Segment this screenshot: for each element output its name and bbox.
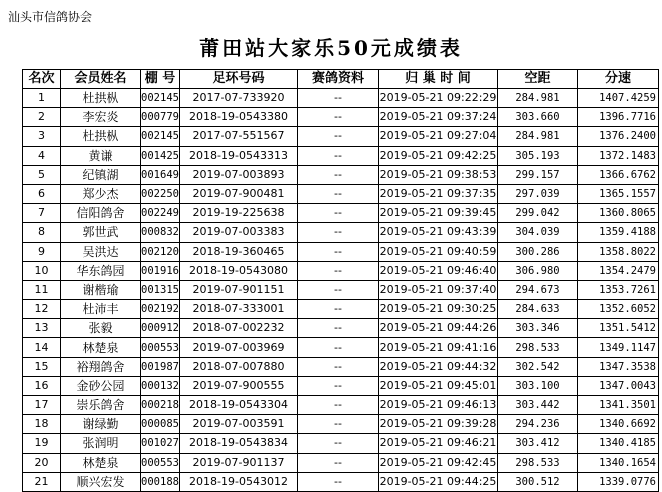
member-name-cell: 郭世武 <box>61 223 141 242</box>
arrival-time-cell: 2019-05-21 09:42:45 <box>379 453 498 472</box>
rank-cell: 13 <box>23 319 61 338</box>
arrival-time-cell: 2019-05-21 09:37:40 <box>379 280 498 299</box>
distance-cell: 303.660 <box>498 108 578 127</box>
member-name-cell: 纪镇湖 <box>61 165 141 184</box>
table-row <box>23 434 659 453</box>
distance-cell: 284.981 <box>498 89 578 108</box>
rank-cell: 2 <box>23 108 61 127</box>
rank-cell: 14 <box>23 338 61 357</box>
member-name-cell: 杜沛丰 <box>61 300 141 319</box>
organization-name: 汕头市信鸽协会 <box>8 10 93 24</box>
table-row <box>23 165 659 184</box>
ring-number-cell: 2018-19-0543834 <box>180 434 298 453</box>
pigeon-info-cell: -- <box>298 127 379 146</box>
distance-cell: 303.442 <box>498 396 578 415</box>
ring-number-cell: 2019-19-225638 <box>180 204 298 223</box>
ring-number-cell: 2019-07-901151 <box>180 280 298 299</box>
loft-number-cell: 000912 <box>141 319 180 338</box>
arrival-time-cell: 2019-05-21 09:42:25 <box>379 146 498 165</box>
pigeon-info-cell: -- <box>298 300 379 319</box>
arrival-time-cell: 2019-05-21 09:46:40 <box>379 261 498 280</box>
header-loft-number: 棚 号 <box>141 70 180 89</box>
rank-cell: 5 <box>23 165 61 184</box>
ring-number-cell: 2018-19-360465 <box>180 242 298 261</box>
arrival-time-cell: 2019-05-21 09:44:32 <box>379 357 498 376</box>
ring-number-cell: 2018-19-0543080 <box>180 261 298 280</box>
loft-number-cell: 001425 <box>141 146 180 165</box>
distance-cell: 299.157 <box>498 165 578 184</box>
results-table <box>22 69 659 492</box>
table-row <box>23 261 659 280</box>
header-rank: 名次 <box>23 70 61 89</box>
distance-cell: 303.412 <box>498 434 578 453</box>
table-row <box>23 396 659 415</box>
member-name-cell: 信阳鸽舍 <box>61 204 141 223</box>
member-name-cell: 崇乐鸽舍 <box>61 396 141 415</box>
pigeon-info-cell: -- <box>298 434 379 453</box>
arrival-time-cell: 2019-05-21 09:44:26 <box>379 319 498 338</box>
speed-cell: 1341.3501 <box>578 396 659 415</box>
member-name-cell: 张润明 <box>61 434 141 453</box>
distance-cell: 304.039 <box>498 223 578 242</box>
ring-number-cell: 2018-19-0543313 <box>180 146 298 165</box>
loft-number-cell: 000832 <box>141 223 180 242</box>
table-row <box>23 300 659 319</box>
distance-cell: 306.980 <box>498 261 578 280</box>
ring-number-cell: 2018-07-333001 <box>180 300 298 319</box>
ring-number-cell: 2018-07-007880 <box>180 357 298 376</box>
member-name-cell: 黄谦 <box>61 146 141 165</box>
table-header-row <box>23 70 659 89</box>
table-row <box>23 415 659 434</box>
header-arrival-time: 归 巢 时 间 <box>379 70 498 89</box>
speed-cell: 1340.6692 <box>578 415 659 434</box>
speed-cell: 1407.4259 <box>578 89 659 108</box>
speed-cell: 1347.0043 <box>578 376 659 395</box>
header-pigeon-info: 赛鸽资料 <box>298 70 379 89</box>
distance-cell: 298.533 <box>498 338 578 357</box>
speed-cell: 1360.8065 <box>578 204 659 223</box>
member-name-cell: 郑少杰 <box>61 184 141 203</box>
arrival-time-cell: 2019-05-21 09:46:21 <box>379 434 498 453</box>
distance-cell: 303.346 <box>498 319 578 338</box>
distance-cell: 302.542 <box>498 357 578 376</box>
arrival-time-cell: 2019-05-21 09:46:13 <box>379 396 498 415</box>
table-row <box>23 338 659 357</box>
speed-cell: 1354.2479 <box>578 261 659 280</box>
ring-number-cell: 2019-07-901137 <box>180 453 298 472</box>
pigeon-info-cell: -- <box>298 108 379 127</box>
speed-cell: 1340.4185 <box>578 434 659 453</box>
loft-number-cell: 002192 <box>141 300 180 319</box>
rank-cell: 8 <box>23 223 61 242</box>
header-member-name: 会员姓名 <box>61 70 141 89</box>
rank-cell: 6 <box>23 184 61 203</box>
ring-number-cell: 2018-19-0543304 <box>180 396 298 415</box>
pigeon-info-cell: -- <box>298 280 379 299</box>
table-row <box>23 89 659 108</box>
pigeon-info-cell: -- <box>298 415 379 434</box>
member-name-cell: 裕翔鸽舍 <box>61 357 141 376</box>
rank-cell: 21 <box>23 472 61 491</box>
pigeon-info-cell: -- <box>298 204 379 223</box>
pigeon-info-cell: -- <box>298 453 379 472</box>
arrival-time-cell: 2019-05-21 09:45:01 <box>379 376 498 395</box>
rank-cell: 4 <box>23 146 61 165</box>
loft-number-cell: 001649 <box>141 165 180 184</box>
speed-cell: 1351.5412 <box>578 319 659 338</box>
table-row <box>23 127 659 146</box>
rank-cell: 12 <box>23 300 61 319</box>
pigeon-info-cell: -- <box>298 338 379 357</box>
pigeon-info-cell: -- <box>298 261 379 280</box>
distance-cell: 297.039 <box>498 184 578 203</box>
rank-cell: 18 <box>23 415 61 434</box>
rank-cell: 19 <box>23 434 61 453</box>
table-row <box>23 108 659 127</box>
loft-number-cell: 002250 <box>141 184 180 203</box>
ring-number-cell: 2017-07-551567 <box>180 127 298 146</box>
distance-cell: 294.673 <box>498 280 578 299</box>
arrival-time-cell: 2019-05-21 09:41:16 <box>379 338 498 357</box>
arrival-time-cell: 2019-05-21 09:40:59 <box>379 242 498 261</box>
table-row <box>23 184 659 203</box>
table-row <box>23 204 659 223</box>
rank-cell: 3 <box>23 127 61 146</box>
member-name-cell: 杜拱枞 <box>61 89 141 108</box>
speed-cell: 1396.7716 <box>578 108 659 127</box>
pigeon-info-cell: -- <box>298 376 379 395</box>
rank-cell: 20 <box>23 453 61 472</box>
table-row <box>23 472 659 491</box>
rank-cell: 11 <box>23 280 61 299</box>
ring-number-cell: 2018-07-002232 <box>180 319 298 338</box>
header-speed: 分速 <box>578 70 659 89</box>
pigeon-info-cell: -- <box>298 146 379 165</box>
speed-cell: 1359.4188 <box>578 223 659 242</box>
ring-number-cell: 2019-07-900481 <box>180 184 298 203</box>
page-title: 莆田站大家乐50元成绩表 <box>199 36 463 60</box>
rank-cell: 16 <box>23 376 61 395</box>
ring-number-cell: 2018-19-0543012 <box>180 472 298 491</box>
loft-number-cell: 000132 <box>141 376 180 395</box>
arrival-time-cell: 2019-05-21 09:39:45 <box>379 204 498 223</box>
pigeon-info-cell: -- <box>298 165 379 184</box>
rank-cell: 10 <box>23 261 61 280</box>
member-name-cell: 谢楷瑜 <box>61 280 141 299</box>
distance-cell: 300.512 <box>498 472 578 491</box>
pigeon-info-cell: -- <box>298 472 379 491</box>
speed-cell: 1372.1483 <box>578 146 659 165</box>
distance-cell: 294.236 <box>498 415 578 434</box>
pigeon-info-cell: -- <box>298 223 379 242</box>
pigeon-info-cell: -- <box>298 319 379 338</box>
arrival-time-cell: 2019-05-21 09:22:29 <box>379 89 498 108</box>
pigeon-info-cell: -- <box>298 357 379 376</box>
distance-cell: 300.286 <box>498 242 578 261</box>
table-row <box>23 376 659 395</box>
loft-number-cell: 000085 <box>141 415 180 434</box>
member-name-cell: 谢绿勤 <box>61 415 141 434</box>
ring-number-cell: 2019-07-003893 <box>180 165 298 184</box>
speed-cell: 1352.6052 <box>578 300 659 319</box>
arrival-time-cell: 2019-05-21 09:27:04 <box>379 127 498 146</box>
speed-cell: 1340.1654 <box>578 453 659 472</box>
ring-number-cell: 2017-07-733920 <box>180 89 298 108</box>
distance-cell: 305.193 <box>498 146 578 165</box>
ring-number-cell: 2019-07-003591 <box>180 415 298 434</box>
pigeon-info-cell: -- <box>298 242 379 261</box>
speed-cell: 1358.8022 <box>578 242 659 261</box>
rank-cell: 7 <box>23 204 61 223</box>
member-name-cell: 顺兴宏发 <box>61 472 141 491</box>
rank-cell: 9 <box>23 242 61 261</box>
loft-number-cell: 002145 <box>141 127 180 146</box>
speed-cell: 1353.7261 <box>578 280 659 299</box>
member-name-cell: 吴洪达 <box>61 242 141 261</box>
speed-cell: 1347.3538 <box>578 357 659 376</box>
distance-cell: 298.533 <box>498 453 578 472</box>
loft-number-cell: 000553 <box>141 338 180 357</box>
rank-cell: 15 <box>23 357 61 376</box>
member-name-cell: 张毅 <box>61 319 141 338</box>
speed-cell: 1366.6762 <box>578 165 659 184</box>
speed-cell: 1339.0776 <box>578 472 659 491</box>
loft-number-cell: 002120 <box>141 242 180 261</box>
ring-number-cell: 2019-07-900555 <box>180 376 298 395</box>
ring-number-cell: 2019-07-003969 <box>180 338 298 357</box>
arrival-time-cell: 2019-05-21 09:37:24 <box>379 108 498 127</box>
table-row <box>23 319 659 338</box>
table-row <box>23 453 659 472</box>
table-row <box>23 146 659 165</box>
loft-number-cell: 000779 <box>141 108 180 127</box>
header-ring-number: 足环号码 <box>180 70 298 89</box>
loft-number-cell: 000218 <box>141 396 180 415</box>
distance-cell: 303.100 <box>498 376 578 395</box>
loft-number-cell: 000553 <box>141 453 180 472</box>
table-row <box>23 242 659 261</box>
loft-number-cell: 001027 <box>141 434 180 453</box>
arrival-time-cell: 2019-05-21 09:39:28 <box>379 415 498 434</box>
member-name-cell: 杜拱枞 <box>61 127 141 146</box>
loft-number-cell: 001916 <box>141 261 180 280</box>
arrival-time-cell: 2019-05-21 09:38:53 <box>379 165 498 184</box>
loft-number-cell: 002145 <box>141 89 180 108</box>
distance-cell: 284.981 <box>498 127 578 146</box>
loft-number-cell: 001987 <box>141 357 180 376</box>
member-name-cell: 李宏炎 <box>61 108 141 127</box>
ring-number-cell: 2019-07-003383 <box>180 223 298 242</box>
arrival-time-cell: 2019-05-21 09:30:25 <box>379 300 498 319</box>
rank-cell: 17 <box>23 396 61 415</box>
header-distance: 空距 <box>498 70 578 89</box>
pigeon-info-cell: -- <box>298 89 379 108</box>
rank-cell: 1 <box>23 89 61 108</box>
table-row <box>23 223 659 242</box>
speed-cell: 1349.1147 <box>578 338 659 357</box>
loft-number-cell: 001315 <box>141 280 180 299</box>
speed-cell: 1376.2400 <box>578 127 659 146</box>
distance-cell: 299.042 <box>498 204 578 223</box>
loft-number-cell: 002249 <box>141 204 180 223</box>
table-row <box>23 280 659 299</box>
pigeon-info-cell: -- <box>298 184 379 203</box>
member-name-cell: 林楚泉 <box>61 338 141 357</box>
member-name-cell: 华东鸽园 <box>61 261 141 280</box>
speed-cell: 1365.1557 <box>578 184 659 203</box>
distance-cell: 284.633 <box>498 300 578 319</box>
arrival-time-cell: 2019-05-21 09:43:39 <box>379 223 498 242</box>
arrival-time-cell: 2019-05-21 09:37:35 <box>379 184 498 203</box>
arrival-time-cell: 2019-05-21 09:44:25 <box>379 472 498 491</box>
ring-number-cell: 2018-19-0543380 <box>180 108 298 127</box>
loft-number-cell: 000188 <box>141 472 180 491</box>
member-name-cell: 林楚泉 <box>61 453 141 472</box>
table-row <box>23 357 659 376</box>
pigeon-info-cell: -- <box>298 396 379 415</box>
member-name-cell: 金砂公园 <box>61 376 141 395</box>
